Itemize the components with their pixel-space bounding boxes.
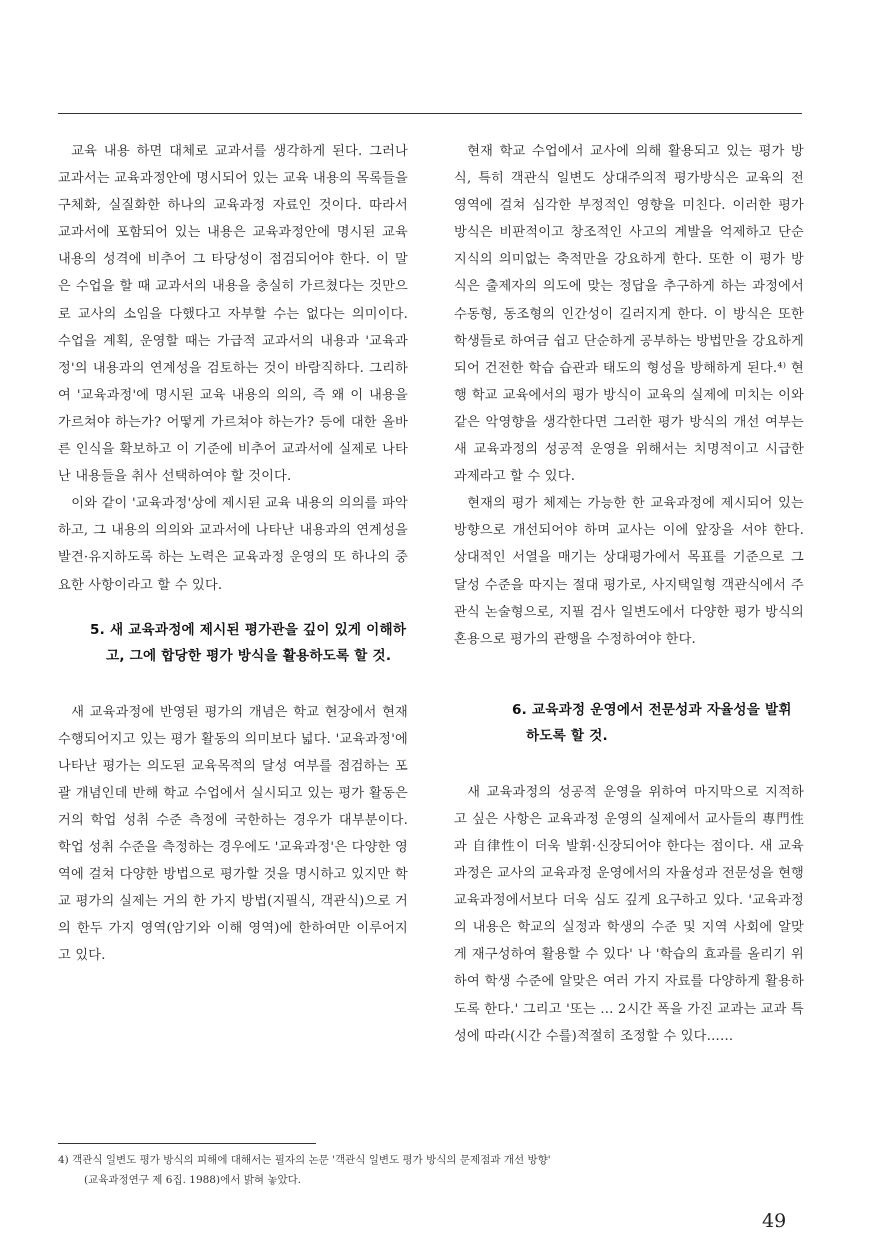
- left-paragraph-1: 교육 내용 하면 대체로 교과서를 생각하게 된다. 그러나 교과서는 교육과정안에 명시되어 있는 교육 내용의 목록들을 구체화, 실질화한 하나의 교육과정 자료인 것이다. 따라서 교과서에 포함되어 있는 내용은 교육과정안에 명시된 교육 내용의 성격에 비추어 그 타당성이 점검되어야 한다. 이 말은 수업을 할 때 교과서의 내용을 충실히 가르쳤다는 것만으로 교사의 소임을 다했다고 자부할 수는 없다는 의미이다. 수업을 계획, 운영할 때는 가급적 교과서의 내용과 '교육과정'의 내용과의 연계성을 검토하는 것이 바람직하다. 그리하여 '교육과정'에 명시된 교육 내용의 의의, 즉 왜 이 내용을 가르쳐야 하는가? 어떻게 가르쳐야 하는가? 등에 대한 올바른 인식을 확보하고 이 기준에 비추어 교과서에 실제로 나타난 내용들을 취사 선택하여야 할 것이다.: [58, 144, 408, 485]
- footnote-line-2: (교육과정연구 제 6집. 1988)에서 밝혀 놓았다.: [84, 1174, 302, 1186]
- right-paragraph-2: 현재의 평가 체제는 가능한 한 교육과정에 제시되어 있는 방향으로 개선되어야 하며 교사는 이에 앞장을 서야 한다. 상대적인 서열을 매기는 상대평가에서 목표를 기준으로 그 달성 수준을 따지는 절대 평가로, 사지택일형 객관식에서 주관식 논술형으로, 지필 검사 일변도에서 다양한 평가 방식의 혼용으로 평가의 관행을 수정하여야 한다.: [454, 496, 804, 647]
- footnote: [58, 1150, 802, 1190]
- right-paragraph-1: 현재 학교 수업에서 교사에 의해 활용되고 있는 평가 방식, 특히 객관식 일변도 상대주의적 평가방식은 교육의 전 영역에 걸쳐 심각한 부정적인 영향을 미친다. 이러한 평가 방식은 비판적이고 창조적인 사고의 계발을 억제하고 단순 지식의 의미없는 축적만을 강요하게 한다. 또한 이 평가 방식은 출제자의 의도에 맞는 정답을 추구하게 하는 과정에서 수동형, 동조형의 인간성이 길러지게 한다. 이 방식은 또한 학생들로 하여금 쉽고 단순하게 공부하는 방법만을 강요하게 되어 건전한 학습 습관과 태도의 형성을 방해하게 된다.⁴⁾ 현행 학교 교육에서의 평가 방식이 교육의 실제에 미치는 이와 같은 악영향을 생각한다면 그러한 평가 방식의 개선 여부는 새 교육과정의 성공적 운영을 위해서는 치명적이고 시급한 과제라고 할 수 있다.: [454, 144, 804, 485]
- right-paragraph-3: 새 교육과정의 성공적 운영을 위하여 마지막으로 지적하고 싶은 사항은 교육과정 운영의 실제에서 교사들의 專門性과 自律性이 더욱 발휘·신장되어야 한다는 점이다. 새 교육과정은 교사의 교육과정 운영에서의 자율성과 전문성을 현행 교육과정에서보다 더욱 심도 깊게 요구하고 있다. '교육과정의 내용은 학교의 실정과 학생의 수준 및 지역 사회에 알맞게 재구성하여 활용할 수 있다' 나 '학습의 효과를 올리기 위하여 학생 수준에 알맞은 여러 가지 자료를 다양하게 활용하도록 한다.' 그리고 '또는 … 2시간 폭을 가진 교과는 교과 특성에 따라(시간 수를)적절히 조정할 수 있다……: [454, 784, 804, 1044]
- left-column: [58, 138, 408, 970]
- section-heading-5: 5. 새 교육과정에 제시된 평가관을 깊이 있게 이해하고, 그에 합당한 평가 방식을 활용하도록 할 것.: [90, 621, 407, 664]
- header-rule: [58, 113, 802, 114]
- page-number: 49: [762, 1210, 787, 1232]
- left-paragraph-2: 이와 같이 '교육과정'상에 제시된 교육 내용의 의의를 파악하고, 그 내용의 의의와 교과서에 나타난 내용과의 연계성을 발견·유지하도록 하는 노력은 교육과정 운영의 또 하나의 중요한 사항이라고 할 수 있다.: [58, 496, 408, 593]
- right-column: [454, 138, 804, 1050]
- footnote-rule: [58, 1143, 316, 1144]
- section-heading-6: 6. 교육과정 운영에서 전문성과 자율성을 발휘하도록 할 것.: [512, 701, 792, 744]
- left-paragraph-3: 새 교육과정에 반영된 평가의 개념은 학교 현장에서 현재 수행되어지고 있는 평가 활동의 의미보다 넓다. '교육과정'에 나타난 평가는 의도된 교육목적의 달성 여부를 점검하는 포괄 개념인데 반해 학교 수업에서 실시되고 있는 평가 활동은 거의 학업 성취 수준 측정에 국한하는 경우가 대부분이다. 학업 성취 수준을 측정하는 경우에도 '교육과정'은 다양한 영역에 걸쳐 다양한 방법으로 평가할 것을 명시하고 있지만 학교 평가의 실제는 거의 한 가지 방법(지필식, 객관식)으로 거의 한두 가지 영역(암기와 이해 영역)에 한하여만 이루어지고 있다.: [58, 704, 408, 964]
- footnote-line-1: 4) 객관식 일변도 평가 방식의 피해에 대해서는 필자의 논문 '객관식 일변도 평가 방식의 문제점과 개선 방향': [58, 1154, 551, 1166]
